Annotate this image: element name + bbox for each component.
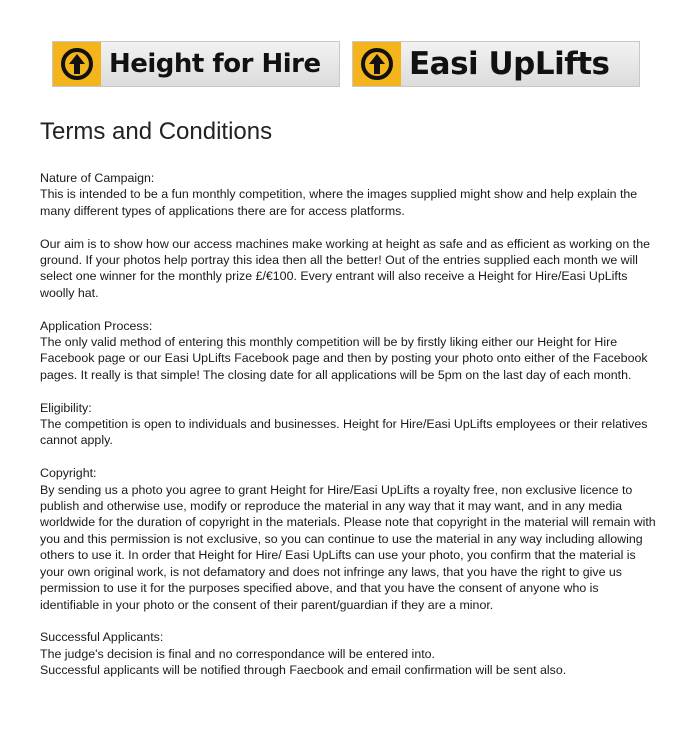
- section-copyright: [40, 465, 660, 613]
- section-paragraph: Our aim is to show how our access machines make working at height as safe and as efficient as working on the ground. If your photos help portray this idea then all the better! Out of the entries supplied each month we will select one winner for the monthly prize £/€100. Every entrant will also receive a Height for Hire/Easi UpLifts woolly hat.: [40, 236, 650, 300]
- logo-bar: [52, 41, 640, 87]
- height-for-hire-logo: [52, 41, 340, 87]
- section-heading: Successful Applicants:: [40, 630, 164, 645]
- up-arrow-circle-icon: [353, 42, 401, 86]
- section-successful-applicants: [40, 629, 660, 678]
- section-paragraph: By sending us a photo you agree to grant Height for Hire/Easi UpLifts a royalty free, non exclusive licence to publish and otherwise use, modify or reproduce the material in any way that it may want, and in any media worldwide for the duration of copyright in the materials. Please note that copyright in the material will remain with you and this permission is not exclusive, so you can continue to use the material in any way including allowing others to use it. In order that Height for Hire/ Easi UpLifts can use your photo, you confirm that the material is your own original work, is not defamatory and does not infringe any laws, that you have the right to give us permission to use it for the purposes specified above, and that you have the consent of anyone who is identifiable in your photo or the consent of their parent/guardian if they are a minor.: [40, 482, 656, 612]
- terms-content: [40, 170, 660, 695]
- easi-uplifts-logo: [352, 41, 640, 87]
- section-eligibility: [40, 400, 660, 449]
- page-title: Terms and Conditions: [40, 118, 273, 145]
- section-heading: Copyright:: [40, 466, 97, 481]
- section-paragraph: This is intended to be a fun monthly competition, where the images supplied might show and help explain the many different types of applications there are for access platforms.: [40, 187, 638, 218]
- section-application-process: [40, 318, 660, 384]
- section-paragraph: The only valid method of entering this monthly competition will be by firstly liking either our Height for Hire Facebook page or our Easi UpLifts Facebook page and then by posting your photo onto either of the Facebook pages. It really is that simple! The closing date for all applications will be 5pm on the last day of each month.: [40, 335, 648, 382]
- brand-name-easi-uplifts: Easi UpLifts: [409, 46, 610, 82]
- section-paragraph: The judge's decision is final and no correspondance will be entered into.: [40, 646, 435, 661]
- section-heading: Nature of Campaign:: [40, 171, 155, 185]
- brand-name-height-for-hire: Height for Hire: [109, 49, 321, 79]
- section-nature-of-campaign: [40, 170, 660, 301]
- section-heading: Eligibility:: [40, 400, 92, 415]
- section-paragraph: The competition is open to individuals and businesses. Height for Hire/Easi UpLifts employees or their relatives cannot apply.: [40, 417, 648, 448]
- up-arrow-circle-icon: [53, 42, 101, 86]
- section-heading: Application Process:: [40, 318, 153, 333]
- section-paragraph: Successful applicants will be notified through Faecbook and email confirmation will be sent also.: [40, 663, 567, 678]
